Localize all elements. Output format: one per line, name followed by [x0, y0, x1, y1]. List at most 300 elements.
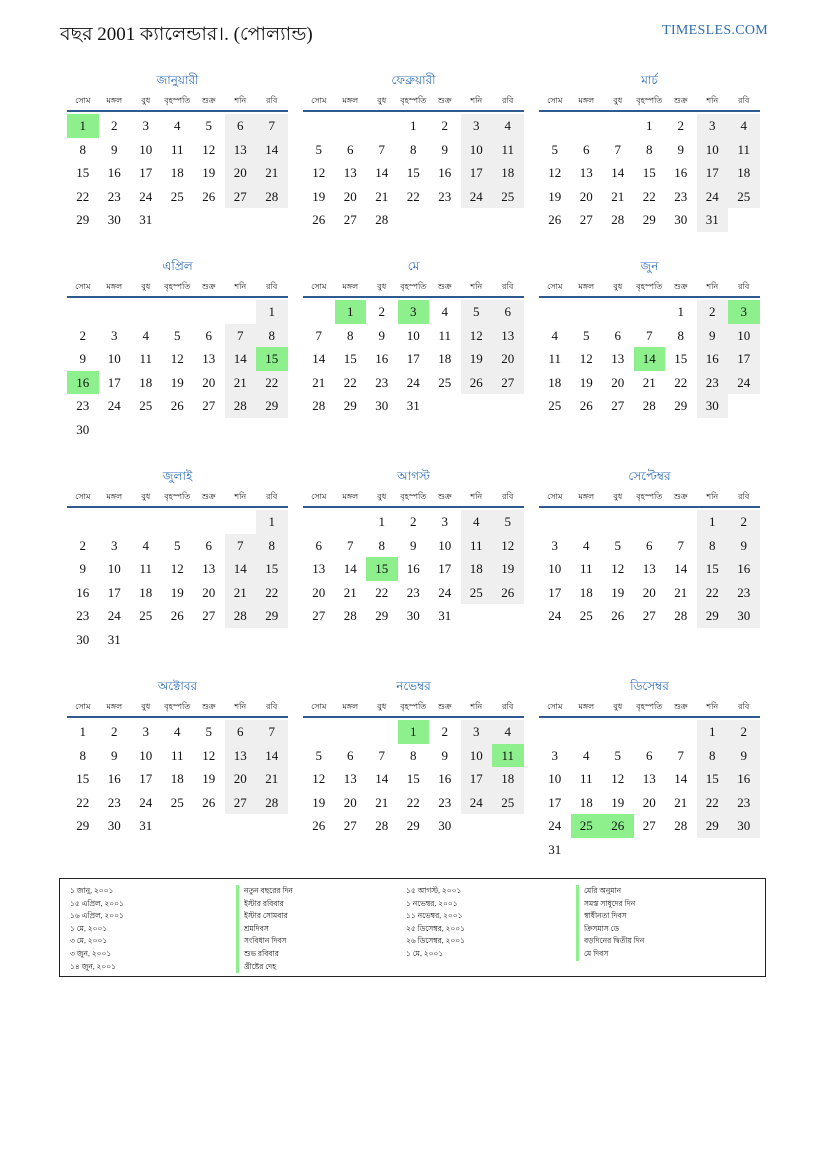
- holiday-day-cell: 3: [398, 300, 430, 324]
- day-cell: 16: [375, 351, 389, 366]
- month-block: [67, 70, 288, 232]
- day-cell: 14: [611, 165, 625, 180]
- legend-holiday-name: সমস্ত সাধুদের দিন: [576, 898, 644, 911]
- day-cell: 29: [76, 212, 90, 227]
- weekday-label: শনি: [706, 702, 719, 711]
- day-cell: 27: [579, 212, 593, 227]
- weekday-label: বুধ: [377, 96, 387, 105]
- day-cell: 6: [583, 141, 590, 157]
- day-cell: 13: [611, 351, 625, 366]
- empty-cell: [303, 510, 335, 534]
- holiday-day-cell: 15: [366, 557, 398, 581]
- day-cell: 5: [205, 724, 212, 739]
- day-cell: 7: [378, 141, 385, 157]
- weekend-day-cell: 1: [256, 510, 288, 534]
- weekday-header: [539, 486, 760, 508]
- day-grid: [67, 720, 288, 838]
- day-cell: 29: [642, 212, 656, 227]
- day-cell: 15: [76, 771, 90, 786]
- page-header: [60, 18, 768, 46]
- day-cell: 30: [674, 212, 688, 227]
- legend-holiday-name: ইস্টার সোমবার: [236, 910, 293, 923]
- weekend-day-cell: 25: [492, 791, 524, 815]
- day-grid: [539, 720, 760, 861]
- day-cell: 10: [438, 537, 452, 553]
- day-cell: 11: [548, 351, 562, 366]
- day-cell: 20: [642, 794, 656, 810]
- page-title: বছর 2001 ক্যালেন্ডার।. (পোল্যান্ড): [60, 24, 313, 45]
- day-cell: 9: [79, 561, 86, 576]
- weekday-header: [67, 486, 288, 508]
- day-cell: 31: [139, 818, 153, 833]
- weekday-label: বুধ: [613, 492, 623, 501]
- weekend-day-cell: 29: [697, 604, 729, 628]
- day-cell: 5: [205, 118, 212, 133]
- weekday-label: শুক্র: [201, 282, 216, 291]
- weekend-day-cell: 28: [256, 791, 288, 815]
- weekend-day-cell: 6: [492, 300, 524, 324]
- empty-cell: [665, 510, 697, 534]
- weekday-label: বুধ: [141, 492, 151, 501]
- weekend-day-cell: 19: [461, 347, 493, 371]
- weekend-day-cell: 9: [728, 534, 760, 558]
- legend-holiday-name: ইস্টার রবিবার: [236, 898, 293, 911]
- weekday-label: রবি: [266, 702, 278, 711]
- day-cell: 26: [611, 608, 625, 623]
- legend-holiday-name: সংবিধান দিবস: [236, 935, 293, 948]
- day-cell: 3: [551, 747, 558, 763]
- empty-cell: [539, 300, 571, 324]
- weekday-label: শুক্র: [437, 96, 452, 105]
- legend-date: ২৬ ডিসেম্বর, ২০০১: [406, 936, 466, 946]
- empty-cell: [634, 510, 666, 534]
- weekday-label: মঙ্গল: [106, 702, 123, 711]
- day-cell: 11: [579, 771, 593, 786]
- weekday-header: [539, 276, 760, 298]
- weekday-label: শনি: [470, 702, 483, 711]
- day-cell: 23: [406, 584, 420, 600]
- holiday-day-cell: 1: [67, 114, 99, 138]
- empty-cell: [130, 510, 162, 534]
- legend-holiday-name: শ্রমদিবস: [236, 923, 293, 936]
- month-block: [67, 676, 288, 838]
- legend-holiday-name: খ্রীষ্টের দেহ: [236, 961, 293, 974]
- weekend-day-cell: 18: [728, 161, 760, 185]
- empty-cell: [99, 300, 131, 324]
- month-block: [539, 256, 760, 418]
- day-cell: 4: [142, 537, 149, 553]
- day-grid: [67, 510, 288, 651]
- day-cell: 17: [548, 794, 562, 810]
- month-name: সেপ্টেম্বর: [628, 469, 671, 483]
- day-cell: 28: [312, 398, 326, 413]
- day-cell: 9: [677, 141, 684, 157]
- day-cell: 24: [406, 374, 420, 390]
- day-cell: 23: [375, 374, 389, 390]
- day-cell: 9: [441, 141, 448, 157]
- day-cell: 14: [343, 561, 357, 576]
- day-cell: 12: [170, 351, 184, 366]
- day-cell: 15: [76, 165, 90, 180]
- day-cell: 20: [579, 188, 593, 204]
- day-cell: 10: [107, 561, 121, 576]
- weekend-day-cell: 24: [728, 371, 760, 395]
- weekend-day-cell: 10: [461, 744, 493, 768]
- day-cell: 26: [548, 212, 562, 227]
- empty-cell: [335, 510, 367, 534]
- day-cell: 1: [677, 304, 684, 319]
- empty-cell: [634, 300, 666, 324]
- weekend-day-cell: 15: [697, 557, 729, 581]
- month-block: [303, 70, 524, 232]
- day-cell: 4: [583, 537, 590, 553]
- weekend-day-cell: 18: [492, 161, 524, 185]
- weekend-day-cell: 23: [728, 791, 760, 815]
- day-cell: 24: [107, 608, 121, 623]
- weekend-day-cell: 31: [697, 208, 729, 232]
- weekend-day-cell: 29: [256, 604, 288, 628]
- weekend-day-cell: 25: [461, 581, 493, 605]
- day-cell: 11: [139, 351, 153, 366]
- brand-link[interactable]: TIMESLES.COM: [662, 23, 768, 38]
- legend-holiday-name: মে দিবস: [576, 948, 644, 961]
- empty-cell: [602, 114, 634, 138]
- day-cell: 11: [438, 327, 452, 343]
- legend-names-col-1: [236, 885, 293, 973]
- weekend-day-cell: 19: [492, 557, 524, 581]
- day-cell: 18: [139, 374, 153, 390]
- day-cell: 15: [642, 165, 656, 180]
- day-cell: 30: [107, 212, 121, 227]
- legend-names-col-2: [576, 885, 644, 961]
- weekday-label: রবি: [502, 702, 514, 711]
- empty-cell: [130, 300, 162, 324]
- day-cell: 22: [343, 374, 357, 390]
- empty-cell: [602, 510, 634, 534]
- weekday-label: সোম: [547, 96, 563, 105]
- day-cell: 24: [548, 608, 562, 623]
- weekend-day-cell: 14: [256, 744, 288, 768]
- day-cell: 16: [438, 165, 452, 180]
- day-cell: 3: [111, 537, 118, 553]
- day-cell: 15: [674, 351, 688, 366]
- day-cell: 27: [642, 608, 656, 623]
- weekend-day-cell: 12: [461, 324, 493, 348]
- day-cell: 23: [107, 794, 121, 810]
- month-block: [303, 676, 524, 838]
- weekend-day-cell: 24: [697, 185, 729, 209]
- weekend-day-cell: 4: [461, 510, 493, 534]
- day-cell: 19: [202, 771, 216, 786]
- weekend-day-cell: 27: [492, 371, 524, 395]
- weekday-label: বৃহস্পতি: [636, 282, 663, 291]
- weekend-day-cell: 29: [697, 814, 729, 838]
- day-cell: 19: [312, 794, 326, 810]
- weekday-label: বুধ: [141, 702, 151, 711]
- weekend-day-cell: 1: [697, 720, 729, 744]
- day-cell: 12: [312, 165, 326, 180]
- weekday-label: বৃহস্পতি: [400, 702, 427, 711]
- weekend-day-cell: 1: [697, 510, 729, 534]
- day-cell: 16: [107, 165, 121, 180]
- legend-date: ১৫ এপ্রিল, ২০০১: [70, 898, 124, 908]
- weekend-day-cell: 26: [492, 581, 524, 605]
- weekend-day-cell: 7: [225, 324, 257, 348]
- weekend-day-cell: 7: [256, 720, 288, 744]
- weekend-day-cell: 30: [728, 604, 760, 628]
- legend-holiday-name: বড়দিনের দ্বিতীয় দিন: [576, 935, 644, 948]
- empty-cell: [539, 114, 571, 138]
- legend-date: ১ জানু, ২০০১: [70, 886, 114, 895]
- weekend-day-cell: 7: [256, 114, 288, 138]
- weekend-day-cell: 21: [256, 767, 288, 791]
- day-cell: 23: [438, 188, 452, 204]
- day-cell: 26: [312, 818, 326, 833]
- day-cell: 18: [579, 584, 593, 600]
- weekend-day-cell: 23: [728, 581, 760, 605]
- day-cell: 12: [579, 351, 593, 366]
- day-cell: 6: [205, 537, 212, 553]
- day-cell: 27: [343, 818, 357, 833]
- weekend-day-cell: 6: [225, 720, 257, 744]
- weekday-label: শুক্র: [673, 96, 688, 105]
- weekday-label: রবি: [502, 96, 514, 105]
- weekday-header: [303, 486, 524, 508]
- day-cell: 20: [202, 584, 216, 600]
- day-cell: 3: [142, 118, 149, 133]
- day-cell: 11: [170, 747, 184, 763]
- weekday-label: শনি: [706, 282, 719, 291]
- weekend-day-cell: 17: [461, 161, 493, 185]
- day-cell: 19: [579, 374, 593, 390]
- day-cell: 22: [76, 188, 90, 204]
- month-name: জানুয়ারী: [156, 73, 199, 87]
- weekday-label: শনি: [470, 282, 483, 291]
- weekend-day-cell: 16: [728, 767, 760, 791]
- day-cell: 12: [611, 561, 625, 576]
- day-grid: [539, 300, 760, 418]
- day-cell: 23: [76, 398, 90, 413]
- weekday-label: সোম: [311, 96, 327, 105]
- empty-cell: [602, 300, 634, 324]
- weekday-label: সোম: [75, 702, 91, 711]
- weekday-label: শুক্র: [673, 492, 688, 501]
- day-cell: 29: [76, 818, 90, 833]
- weekend-day-cell: 4: [492, 720, 524, 744]
- day-cell: 25: [139, 608, 153, 623]
- day-cell: 18: [170, 771, 184, 786]
- day-cell: 27: [642, 818, 656, 833]
- weekend-day-cell: 25: [728, 185, 760, 209]
- day-cell: 12: [548, 165, 562, 180]
- weekday-label: সোম: [311, 702, 327, 711]
- day-cell: 21: [611, 188, 625, 204]
- day-cell: 8: [646, 141, 653, 157]
- weekend-day-cell: 20: [225, 767, 257, 791]
- day-cell: 6: [315, 537, 322, 553]
- empty-cell: [303, 720, 335, 744]
- day-cell: 8: [410, 141, 417, 157]
- day-cell: 24: [107, 398, 121, 413]
- day-cell: 18: [139, 584, 153, 600]
- legend-date: ১ মে, ২০০১: [70, 923, 108, 933]
- day-cell: 26: [312, 212, 326, 227]
- weekday-label: বৃহস্পতি: [400, 96, 427, 105]
- day-cell: 5: [174, 327, 181, 343]
- day-cell: 23: [76, 608, 90, 623]
- day-cell: 26: [202, 794, 216, 810]
- weekend-day-cell: 30: [728, 814, 760, 838]
- weekday-label: বুধ: [141, 96, 151, 105]
- day-cell: 23: [438, 794, 452, 810]
- day-cell: 22: [674, 374, 688, 390]
- legend-holiday-name: স্বাধীনতা দিবস: [576, 910, 644, 923]
- weekday-label: মঙ্গল: [578, 96, 595, 105]
- weekday-label: শনি: [234, 492, 247, 501]
- weekend-day-cell: 28: [225, 394, 257, 418]
- weekday-label: রবি: [502, 492, 514, 501]
- day-cell: 19: [202, 165, 216, 180]
- weekend-day-cell: 26: [461, 371, 493, 395]
- weekend-day-cell: 28: [225, 604, 257, 628]
- empty-cell: [162, 300, 194, 324]
- day-cell: 17: [139, 165, 153, 180]
- day-cell: 26: [170, 398, 184, 413]
- day-cell: 14: [375, 165, 389, 180]
- day-cell: 14: [674, 561, 688, 576]
- weekend-day-cell: 27: [225, 791, 257, 815]
- weekday-label: শনি: [470, 492, 483, 501]
- weekend-day-cell: 6: [225, 114, 257, 138]
- weekday-label: বৃহস্পতি: [400, 492, 427, 501]
- legend-date: ১১ নভেম্বর, ২০০১: [406, 911, 463, 921]
- day-cell: 18: [579, 794, 593, 810]
- day-cell: 1: [79, 724, 86, 739]
- day-cell: 17: [107, 374, 121, 390]
- day-cell: 26: [202, 188, 216, 204]
- day-cell: 2: [111, 118, 118, 133]
- weekday-label: রবি: [738, 702, 750, 711]
- day-cell: 22: [406, 794, 420, 810]
- day-cell: 27: [202, 608, 216, 623]
- day-cell: 3: [142, 724, 149, 739]
- legend-date: ১৫ আগস্ট, ২০০১: [406, 886, 462, 895]
- weekend-day-cell: 16: [728, 557, 760, 581]
- weekday-header: [303, 90, 524, 112]
- day-grid: [539, 114, 760, 232]
- empty-cell: [539, 510, 571, 534]
- day-cell: 25: [170, 188, 184, 204]
- day-cell: 2: [677, 118, 684, 133]
- day-cell: 17: [548, 584, 562, 600]
- weekday-header: [539, 90, 760, 112]
- weekend-day-cell: 13: [225, 138, 257, 162]
- weekday-label: শুক্র: [437, 492, 452, 501]
- day-cell: 4: [142, 327, 149, 343]
- weekday-label: সোম: [311, 282, 327, 291]
- day-cell: 2: [378, 304, 385, 319]
- weekday-label: রবি: [266, 282, 278, 291]
- day-cell: 5: [583, 327, 590, 343]
- weekend-day-cell: 10: [697, 138, 729, 162]
- day-cell: 18: [548, 374, 562, 390]
- weekday-label: শুক্র: [673, 282, 688, 291]
- day-cell: 6: [347, 141, 354, 157]
- weekend-day-cell: 20: [492, 347, 524, 371]
- empty-cell: [571, 510, 603, 534]
- weekday-label: সোম: [75, 492, 91, 501]
- holiday-day-cell: 11: [492, 744, 524, 768]
- weekend-day-cell: 30: [697, 394, 729, 418]
- day-cell: 10: [406, 327, 420, 343]
- weekday-label: বুধ: [377, 282, 387, 291]
- holiday-day-cell: 1: [335, 300, 367, 324]
- day-cell: 11: [139, 561, 153, 576]
- day-cell: 13: [343, 771, 357, 786]
- day-cell: 7: [677, 747, 684, 763]
- weekend-day-cell: 17: [728, 347, 760, 371]
- day-cell: 5: [174, 537, 181, 553]
- day-cell: 12: [170, 561, 184, 576]
- day-cell: 2: [111, 724, 118, 739]
- weekend-day-cell: 5: [461, 300, 493, 324]
- weekend-day-cell: 2: [697, 300, 729, 324]
- weekend-day-cell: 11: [492, 138, 524, 162]
- empty-cell: [602, 720, 634, 744]
- weekday-label: রবি: [266, 96, 278, 105]
- day-cell: 6: [646, 747, 653, 763]
- day-cell: 1: [646, 118, 653, 133]
- weekday-label: রবি: [502, 282, 514, 291]
- weekend-day-cell: 2: [728, 720, 760, 744]
- weekday-label: শনি: [470, 96, 483, 105]
- day-cell: 8: [378, 537, 385, 553]
- day-cell: 6: [614, 327, 621, 343]
- weekend-day-cell: 21: [225, 371, 257, 395]
- day-cell: 21: [674, 794, 688, 810]
- month-block: [67, 256, 288, 441]
- weekday-label: শনি: [234, 702, 247, 711]
- weekday-label: বৃহস্পতি: [636, 702, 663, 711]
- weekday-label: শুক্র: [437, 702, 452, 711]
- day-grid: [303, 300, 524, 418]
- day-cell: 15: [343, 351, 357, 366]
- day-grid: [303, 720, 524, 838]
- weekend-day-cell: 21: [256, 161, 288, 185]
- day-cell: 31: [107, 631, 121, 647]
- legend-date: ১ নভেম্বর, ২০০১: [406, 898, 458, 908]
- legend-date: ৩ মে, ২০০১: [70, 936, 108, 946]
- legend-holiday-name: ক্রিসমাস ডে: [576, 923, 644, 936]
- weekday-label: মঙ্গল: [342, 282, 359, 291]
- day-cell: 9: [378, 327, 385, 343]
- day-cell: 14: [674, 771, 688, 786]
- weekend-day-cell: 27: [225, 185, 257, 209]
- weekend-day-cell: 17: [461, 767, 493, 791]
- day-cell: 10: [139, 141, 153, 157]
- weekend-day-cell: 3: [461, 720, 493, 744]
- weekday-label: শুক্র: [437, 282, 452, 291]
- empty-cell: [571, 114, 603, 138]
- empty-cell: [225, 510, 257, 534]
- weekday-label: সোম: [75, 282, 91, 291]
- weekday-label: বৃহস্পতি: [636, 96, 663, 105]
- weekend-day-cell: 7: [225, 534, 257, 558]
- day-cell: 30: [375, 398, 389, 413]
- weekday-label: সোম: [547, 492, 563, 501]
- day-cell: 28: [642, 398, 656, 413]
- holiday-day-cell: 1: [398, 720, 430, 744]
